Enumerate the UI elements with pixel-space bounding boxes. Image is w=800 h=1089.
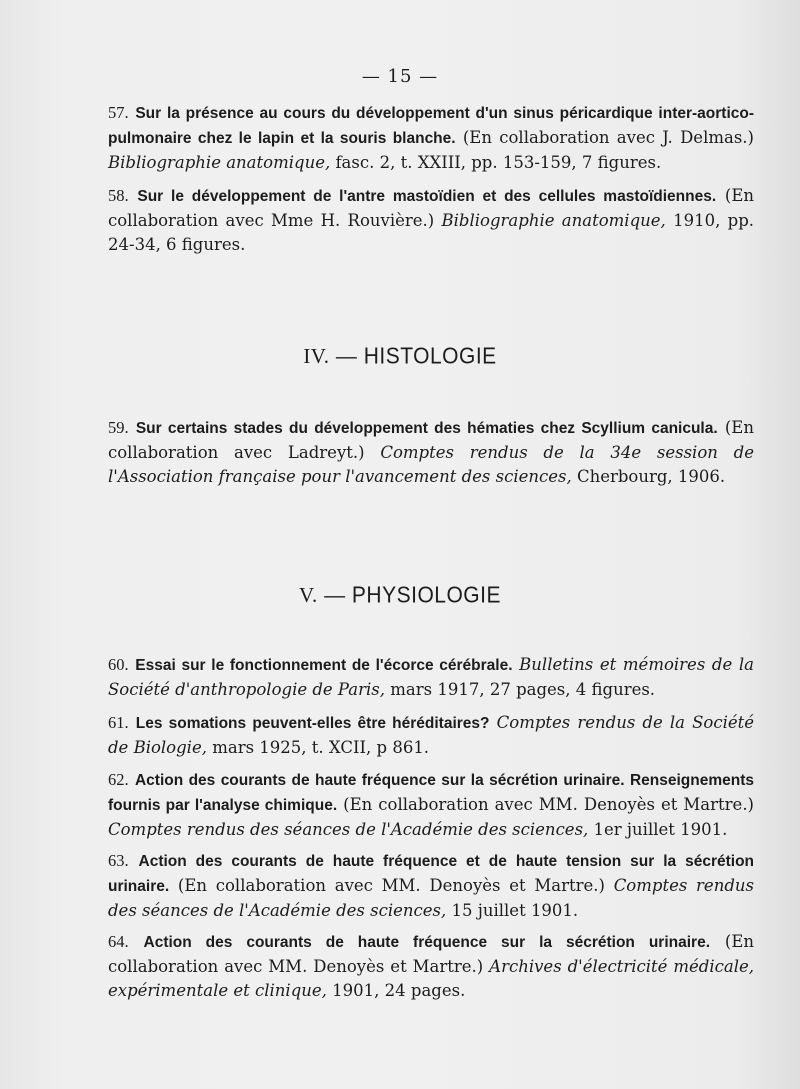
- entry-number: 60.: [108, 655, 129, 674]
- entry-title: Sur certains stades du développement des hématies chez Scyllium canicula.: [135, 420, 718, 437]
- entry-details: fasc. 2, t. XXIII, pp. 153-159, 7 figures.: [335, 153, 662, 172]
- entry-number: 59.: [108, 418, 129, 437]
- entry-details: 15 juillet 1901.: [451, 901, 579, 920]
- page-number: — 15 —: [361, 66, 439, 87]
- section-roman-numeral: V.: [299, 583, 318, 607]
- entry-collaboration: (En collaboration avec MM. Denoyès et Martre.): [177, 876, 605, 895]
- entry-title: Sur la présence au cours du développement d'un sinus péricardique inter-aortico-pulmonaire chez le lapin et la souris blanche.: [108, 105, 755, 147]
- bibliography-entry: [108, 711, 754, 760]
- section-heading-histologie: [0, 344, 800, 369]
- entry-collaboration: (En collaboration avec J. Delmas.): [462, 128, 754, 147]
- entry-journal: Bibliographie anatomique,: [108, 153, 331, 172]
- section-title: PHYSIOLOGIE: [351, 582, 501, 609]
- entry-journal: Comptes rendus des séances de l'Académie des sciences,: [108, 876, 754, 920]
- entry-number: 58.: [108, 186, 129, 205]
- section-heading-physiologie: [0, 583, 800, 608]
- section-dash: —: [335, 345, 358, 368]
- entry-details: 1901, 24 pages.: [332, 981, 466, 1000]
- entry-title: Action des courants de haute fréquence et de haute tension sur la sécrétion urinaire.: [108, 853, 754, 895]
- entry-title: Essai sur le fonctionnement de l'écorce cérébrale.: [135, 657, 513, 674]
- bibliography-entry: [108, 849, 754, 923]
- bibliography-entry: [108, 653, 754, 702]
- entry-collaboration: (En collaboration avec MM. Denoyès et Martre.): [108, 932, 755, 976]
- entry-title: Action des courants de haute fréquence sur la sécrétion urinaire. Renseignements fournis par l'analyse chimique.: [108, 772, 754, 814]
- entry-collaboration: (En collaboration avec Ladreyt.): [108, 418, 754, 462]
- entry-title: Sur le développement de l'antre mastoïdien et des cellules mastoïdiennes.: [137, 188, 717, 205]
- entry-collaboration: (En collaboration avec MM. Denoyès et Martre.): [343, 795, 754, 814]
- entry-journal: Bulletins et mémoires de la Société d'anthropologie de Paris,: [108, 655, 754, 699]
- entry-number: 62.: [108, 770, 129, 789]
- entry-number: 64.: [108, 932, 129, 951]
- entry-journal: Bibliographie anatomique,: [441, 211, 666, 230]
- entry-number: 63.: [108, 851, 129, 870]
- entry-title: Les somations peuvent-elles être héréditaires?: [135, 715, 490, 732]
- entry-details: 1910, pp. 24-34, 6 figures.: [108, 211, 754, 254]
- entry-title: Action des courants de haute fréquence sur la sécrétion urinaire.: [143, 934, 711, 951]
- bibliography-entry: [108, 184, 754, 257]
- entry-details: mars 1917, 27 pages, 4 figures.: [390, 680, 656, 699]
- bibliography-entry: [108, 930, 754, 1003]
- entry-number: 57.: [108, 103, 129, 122]
- entry-journal: Comptes rendus de la 34e session de l'Association française pour l'avancement des sciences,: [108, 443, 754, 486]
- entry-number: 61.: [108, 713, 129, 732]
- entry-collaboration: (En collaboration avec Mme H. Rouvière.): [108, 186, 754, 230]
- entry-details: 1er juillet 1901.: [593, 820, 728, 839]
- bibliography-entry: [108, 768, 754, 842]
- section-dash: —: [324, 584, 346, 607]
- entry-details: mars 1925, t. XCII, p 861.: [212, 738, 430, 757]
- section-roman-numeral: IV.: [303, 344, 330, 368]
- entry-journal: Archives d'électricité médicale, expérimentale et clinique,: [108, 957, 754, 1000]
- entry-details: Cherbourg, 1906.: [576, 467, 726, 486]
- entry-journal: Comptes rendus de la Société de Biologie,: [108, 713, 755, 757]
- section-title: HISTOLOGIE: [363, 343, 497, 370]
- entry-journal: Comptes rendus des séances de l'Académie des sciences,: [108, 820, 589, 839]
- bibliography-entry: [108, 101, 754, 175]
- bibliography-entry: [108, 416, 754, 489]
